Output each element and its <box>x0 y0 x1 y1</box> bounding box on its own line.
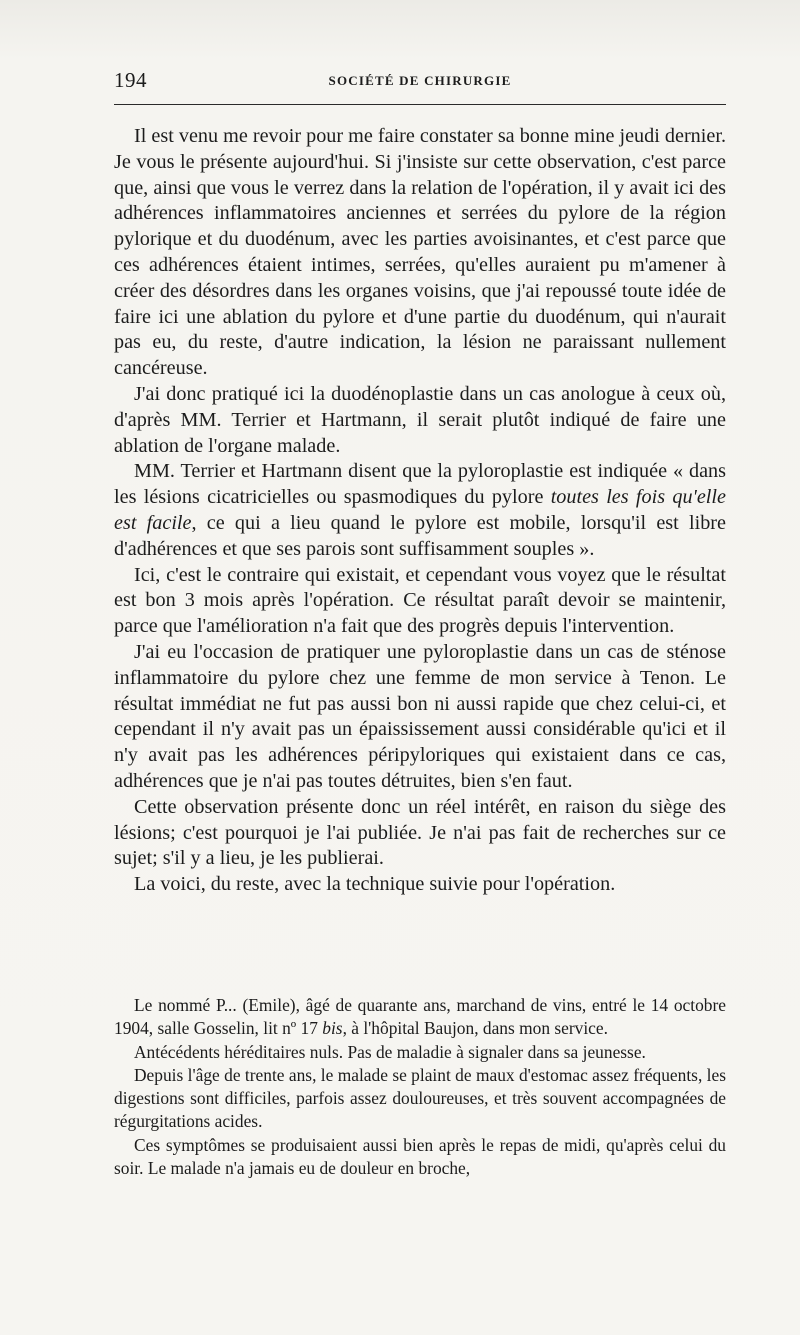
paragraph-text: MM. Terrier et Hartmann disent que la pyloroplastie est indiquée « dans les lésions cicatricielles ou spasmodiques du pylore <box>114 460 726 509</box>
case-paragraph-text: , à l'hôpital Baujon, dans mon service. <box>342 1018 608 1039</box>
paragraph: Ici, c'est le contraire qui existait, et cependant vous voyez que le résultat est bon 3 mois après l'opération. Ce résultat paraît devoir se maintenir, parce que l'amélioration n'a fait que des progrès depuis l'intervention. <box>114 563 726 638</box>
italic-quote: toutes les fois qu'elle est facile <box>114 486 726 534</box>
case-paragraph: Ces symptômes se produisaient aussi bien après le repas de midi, qu'après celui du soir. Le malade n'a jamais eu de douleur en broche, <box>114 1134 726 1179</box>
italic-bis: bis <box>322 1018 343 1039</box>
page-header <box>114 66 726 96</box>
case-paragraph <box>114 994 726 1041</box>
paragraph: Cette observation présente donc un réel intérêt, en raison du siège des lésions; c'est pourquoi je l'ai publiée. Je n'ai pas fait de recherches sur ce sujet; s'il y a lieu, je les publierai. <box>114 795 726 870</box>
running-title: SOCIÉTÉ DE CHIRURGIE <box>328 73 512 88</box>
paragraph-text: , ce qui a lieu quand le pylore est mobile, lorsqu'il est libre d'adhérences et que ses parois sont suffisamment souples ». <box>114 511 726 560</box>
case-report <box>114 994 726 1180</box>
case-paragraph: Antécédents héréditaires nuls. Pas de maladie à signaler dans sa jeunesse. <box>134 1041 646 1062</box>
page-number: 194 <box>114 68 147 92</box>
paragraph: J'ai eu l'occasion de pratiquer une pyloroplastie dans un cas de sténose inflammatoire du pylore chez une femme de mon service à Tenon. Le résultat immédiat ne fut pas aussi bon ni aussi rapide que chez celui-ci, et cependant il n'y avait pas un épaississement aussi considérable qu'ici et il n'y avait pas les adhérences péripyloriques qui existaient dans ce cas, adhérences que je n'ai pas toutes détruites, bien s'en faut. <box>114 640 726 792</box>
paragraph: La voici, du reste, avec la technique suivie pour l'opération. <box>134 873 616 896</box>
main-text <box>114 124 726 898</box>
case-paragraph-text: Le nommé P... (Emile), âgé de quarante ans, marchand de vins, entré le 14 octobre 1904, salle Gosselin, lit nº 17 <box>114 995 726 1039</box>
case-paragraph: Depuis l'âge de trente ans, le malade se plaint de maux d'estomac assez fréquents, les digestions sont difficiles, parfois assez douloureuses, et très souvent accompagnées de régurgitations acides. <box>114 1064 726 1132</box>
paragraph: J'ai donc pratiqué ici la duodénoplastie dans un cas anologue à ceux où, d'après MM. Terrier et Hartmann, il serait plutôt indiqué de faire une ablation de l'organe malade. <box>114 382 726 457</box>
paragraph <box>114 459 726 562</box>
header-rule <box>114 104 726 105</box>
paragraph: Il est venu me revoir pour me faire constater sa bonne mine jeudi dernier. Je vous le présente aujourd'hui. Si j'insiste sur cette observation, c'est parce que, ainsi que vous le verrez dans la relation de l'opération, il y avait ici des adhérences inflammatoires anciennes et serrées du pylore de la région pylorique et du duodénum, avec les parties avoisinantes, et c'est parce que ces adhérences étaient intimes, serrées, qu'elles auraient pu m'amener à créer des désordres dans les organes voisins, que j'ai repoussé toute idée de faire ici une ablation du pylore et d'une partie du duodénum, qui n'aurait pas eu, du reste, d'autre indication, la lésion ne paraissant nullement cancéreuse. <box>114 125 726 380</box>
